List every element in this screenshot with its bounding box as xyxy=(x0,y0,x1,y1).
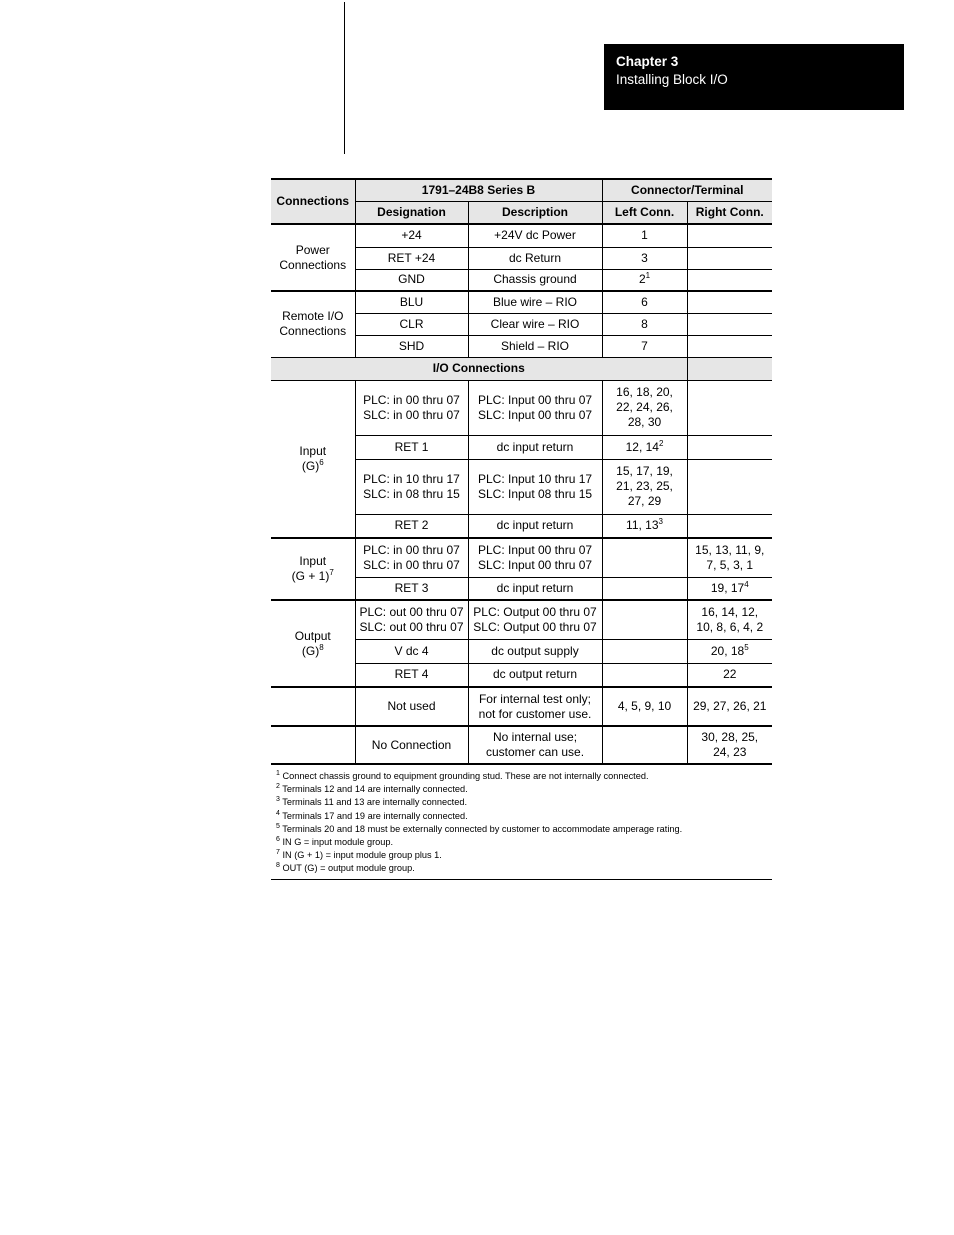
right-conn-cell xyxy=(687,335,772,357)
group-label-input-g: Input $(G)^6$ xyxy=(271,380,355,538)
designation-cell: No Connection xyxy=(355,726,468,764)
right-conn-cell xyxy=(687,514,772,538)
right-conn-cell: 16, 14, 12, 10, 8, 6, 4, 2 xyxy=(687,600,772,639)
chapter-number: Chapter 3 xyxy=(616,54,679,69)
header-right-conn: Right Conn. xyxy=(687,201,772,224)
io-connections-header: I/O Connections xyxy=(271,357,687,380)
description-cell: Chassis ground xyxy=(468,269,602,291)
left-conn-cell: 8 xyxy=(602,313,687,335)
group-label-remote-io: Remote I/O Connections xyxy=(271,291,355,357)
connections-table xyxy=(271,178,772,765)
right-conn-cell: 20, $18^5$ xyxy=(687,639,772,663)
left-conn-cell: 4, 5, 9, 10 xyxy=(602,687,687,726)
designation-cell: PLC: out 00 thru 07 SLC: out 00 thru 07 xyxy=(355,600,468,639)
description-cell: Clear wire – RIO xyxy=(468,313,602,335)
left-conn-cell xyxy=(602,600,687,639)
description-cell: PLC: Input 00 thru 07 SLC: Input 00 thru 07 xyxy=(468,538,602,577)
table-row xyxy=(271,726,772,764)
header-description: Description xyxy=(468,201,602,224)
group-label-input-g1: Input $(G + 1)^7$ xyxy=(271,538,355,600)
footnote: $^3$ Terminals 11 and 13 are internally connected. xyxy=(276,796,468,808)
designation-cell: CLR xyxy=(355,313,468,335)
right-conn-cell: 30, 28, 25, 24, 23 xyxy=(687,726,772,764)
chapter-header xyxy=(604,44,904,110)
footnote-ref: 5 xyxy=(744,642,749,652)
io-header-blank xyxy=(687,357,772,380)
description-cell: dc output supply xyxy=(468,639,602,663)
footnote-ref: 3 xyxy=(658,517,663,527)
designation-cell: RET 1 xyxy=(355,435,468,459)
footnote-ref: 7 xyxy=(329,568,334,577)
footnote: $^8$ OUT (G) = output module group. xyxy=(276,862,415,874)
right-conn-cell: 22 xyxy=(687,663,772,687)
footnote: $^6$ IN G = input module group. xyxy=(276,835,394,848)
right-conn-cell xyxy=(687,224,772,247)
group-label-empty xyxy=(271,726,355,764)
designation-cell: RET 3 xyxy=(355,577,468,600)
header-model: 1791–24B8 Series B xyxy=(355,179,602,201)
description-cell: PLC: Output 00 thru 07 SLC: Output 00 thru 07 xyxy=(468,600,602,639)
description-cell: +24V dc Power xyxy=(468,224,602,247)
left-conn-cell xyxy=(602,639,687,663)
left-conn-cell: 12, $14^2$ xyxy=(602,435,687,459)
left-conn-cell xyxy=(602,538,687,577)
designation-cell: PLC: in 00 thru 07 SLC: in 00 thru 07 xyxy=(355,380,468,435)
description-cell: dc input return xyxy=(468,435,602,459)
right-conn-cell xyxy=(687,313,772,335)
right-conn-cell xyxy=(687,380,772,435)
description-cell: PLC: Input 10 thru 17 SLC: Input 08 thru 15 xyxy=(468,459,602,514)
right-conn-cell: 29, 27, 26, 21 xyxy=(687,687,772,726)
right-conn-cell xyxy=(687,269,772,291)
description-cell: Shield – RIO xyxy=(468,335,602,357)
footnote-ref: 6 xyxy=(319,457,324,467)
footnote-ref: 2 xyxy=(658,438,664,448)
table-row xyxy=(271,291,772,313)
header-connections: Connections xyxy=(271,179,355,224)
table-row xyxy=(271,380,772,435)
footnote-ref: 8 xyxy=(319,642,324,652)
chapter-title: Installing Block I/O xyxy=(616,72,728,87)
header-connector-terminal: Connector/Terminal xyxy=(602,179,772,201)
footnote: $^5$ Terminals 20 and 18 must be externally connected by customer to accommodate amperage rating. xyxy=(276,822,683,834)
right-conn-cell xyxy=(687,435,772,459)
footnote: $^1$ Connect chassis ground to equipment grounding stud. These are not internally connected. xyxy=(276,769,649,781)
description-cell: For internal test only; not for customer use. xyxy=(468,687,602,726)
designation-cell: Not used xyxy=(355,687,468,726)
left-conn-cell: 15, 17, 19, 21, 23, 25, 27, 29 xyxy=(602,459,687,514)
designation-cell: PLC: in 00 thru 07 SLC: in 00 thru 07 xyxy=(355,538,468,577)
footnote: $^4$ Terminals 17 and 19 are internally connected. xyxy=(276,809,468,821)
io-header-row xyxy=(271,357,772,380)
right-conn-cell xyxy=(687,459,772,514)
left-conn-cell xyxy=(602,726,687,764)
description-cell: Blue wire – RIO xyxy=(468,291,602,313)
left-conn-cell xyxy=(602,663,687,687)
left-conn-cell: $2^1$ xyxy=(602,269,687,291)
left-conn-cell: 6 xyxy=(602,291,687,313)
description-cell: PLC: Input 00 thru 07 SLC: Input 00 thru 07 xyxy=(468,380,602,435)
footnote: $^2$ Terminals 12 and 14 are internally connected. xyxy=(276,783,468,795)
group-label-power: Power Connections xyxy=(271,224,355,291)
left-conn-cell: 3 xyxy=(602,247,687,269)
footnote-ref: 1 xyxy=(645,271,651,281)
header-designation: Designation xyxy=(355,201,468,224)
table-row xyxy=(271,600,772,639)
designation-cell: GND xyxy=(355,269,468,291)
designation-cell: RET 4 xyxy=(355,663,468,687)
designation-cell: V dc 4 xyxy=(355,639,468,663)
left-conn-cell: 16, 18, 20, 22, 24, 26, 28, 30 xyxy=(602,380,687,435)
table-row xyxy=(271,538,772,577)
header-left-conn: Left Conn. xyxy=(602,201,687,224)
description-cell: No internal use; customer can use. xyxy=(468,726,602,764)
footnote-ref: 4 xyxy=(744,579,749,589)
right-conn-cell: 15, 13, 11, 9, 7, 5, 3, 1 xyxy=(687,538,772,577)
left-conn-cell xyxy=(602,577,687,600)
group-label-empty xyxy=(271,687,355,726)
right-conn-cell xyxy=(687,291,772,313)
right-conn-cell: 19, $17^4$ xyxy=(687,577,772,600)
left-conn-cell: 11, $13^3$ xyxy=(602,514,687,538)
description-cell: dc output return xyxy=(468,663,602,687)
margin-rule xyxy=(344,2,345,154)
table-row xyxy=(271,224,772,247)
description-cell: dc input return xyxy=(468,514,602,538)
designation-cell: BLU xyxy=(355,291,468,313)
table-row xyxy=(271,687,772,726)
description-cell: dc Return xyxy=(468,247,602,269)
left-conn-cell: 1 xyxy=(602,224,687,247)
designation-cell: RET +24 xyxy=(355,247,468,269)
description-cell: dc input return xyxy=(468,577,602,600)
left-conn-cell: 7 xyxy=(602,335,687,357)
designation-cell: PLC: in 10 thru 17 SLC: in 08 thru 15 xyxy=(355,459,468,514)
footnote: $^7$ IN (G + 1) = input module group plus 1. xyxy=(276,849,442,861)
designation-cell: +24 xyxy=(355,224,468,247)
designation-cell: RET 2 xyxy=(355,514,468,538)
footnotes xyxy=(271,770,772,880)
group-label-output-g: Output $(G)^8$ xyxy=(271,600,355,687)
right-conn-cell xyxy=(687,247,772,269)
designation-cell: SHD xyxy=(355,335,468,357)
